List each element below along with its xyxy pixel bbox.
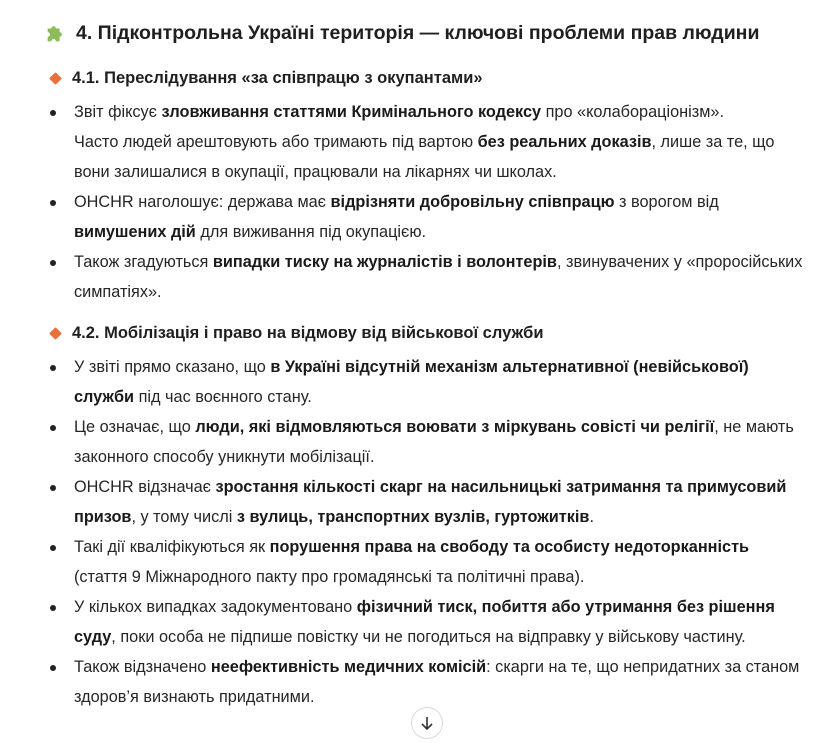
bold-text: порушення права на свободу та особисту недоторканність [269, 538, 750, 556]
puzzle-icon [44, 23, 66, 45]
text: , не мають законного способу уникнути мобілізації. [74, 418, 794, 466]
subsection-heading-4-1 [51, 69, 483, 88]
list-item [44, 592, 804, 652]
subsection-title: 4.1. Переслідування «за співпрацю з окупантами» [72, 69, 483, 87]
text: , поки особа не підпише повістку чи не погодиться на відправку у військову частину. [111, 628, 746, 646]
bold-text: відрізняти добровільну співпрацю [330, 193, 615, 211]
text: з ворогом від [614, 193, 719, 211]
list-item [44, 652, 804, 712]
bold-text: люди, які відмовляються воювати з міркувань совісті чи релігії [195, 418, 715, 436]
text: Звіт фіксує [74, 103, 162, 121]
bold-text: зростання кількості скарг на насильницькі затримання та примусовий призов [74, 478, 787, 526]
text: Також згадуються [74, 253, 213, 271]
subsection-heading-4-2 [51, 324, 544, 343]
bold-text: з вулиць, транспортних вузлів, гуртожитків [236, 508, 590, 526]
text: Це означає, що [74, 418, 196, 436]
section-heading [44, 22, 759, 45]
text: OHCHR наголошує: держава має [74, 193, 331, 211]
list-item [44, 472, 804, 532]
text: (стаття 9 Міжнародного пакту про громадянські та політичні права). [74, 568, 585, 586]
bullet-list-4-2 [44, 352, 804, 712]
bold-text: вимушених дій [74, 223, 196, 241]
bold-text: випадки тиску на журналістів і волонтерів [212, 253, 557, 271]
text: , у тому числі [131, 508, 237, 526]
bold-text: без реальних доказів [477, 133, 652, 151]
text: У кількох випадках задокументовано [74, 598, 357, 616]
list-item [44, 97, 804, 187]
list-item [44, 187, 804, 247]
bold-text: зловживання статтями Кримінального кодексу [161, 103, 542, 121]
section-title: 4. Підконтрольна Україні територія — ключові проблеми прав людини [76, 22, 760, 44]
bullet-list-4-1 [44, 97, 804, 307]
text: , лише за те, що вони залишалися в окупації, працювали на лікарнях чи школах. [74, 133, 775, 181]
list-item [44, 352, 804, 412]
text: для виживання під окупацією. [195, 223, 427, 241]
list-item [44, 247, 804, 307]
orange-diamond-icon [49, 327, 62, 340]
bold-text: неефективність медичних комісій [210, 658, 487, 676]
text: : скарги на те, що непридатних за станом здоров’я визнають придатними. [74, 658, 800, 706]
text: Такі дії кваліфікуються як [74, 538, 270, 556]
list-item [44, 532, 804, 592]
text: про «колабораціонізм». Часто людей арештовують або тримають під вартою [74, 103, 724, 151]
orange-diamond-icon [49, 72, 62, 85]
text: під час воєнного стану. [134, 388, 312, 406]
scroll-down-button[interactable] [411, 707, 443, 739]
text: OHCHR відзначає [74, 478, 216, 496]
text: Також відзначено [74, 658, 211, 676]
text: . [589, 508, 594, 526]
list-item [44, 412, 804, 472]
text: , звинувачених у «проросійських симпатіях». [74, 253, 803, 301]
subsection-title: 4.2. Мобілізація і право на відмову від військової служби [72, 324, 544, 342]
bold-text: фізичний тиск, побиття або утримання без рішення суду [74, 598, 775, 646]
bold-text: в Україні відсутній механізм альтернативної (невійськової) служби [74, 358, 749, 406]
text: У звіті прямо сказано, що [74, 358, 271, 376]
arrow-down-icon [412, 708, 442, 738]
